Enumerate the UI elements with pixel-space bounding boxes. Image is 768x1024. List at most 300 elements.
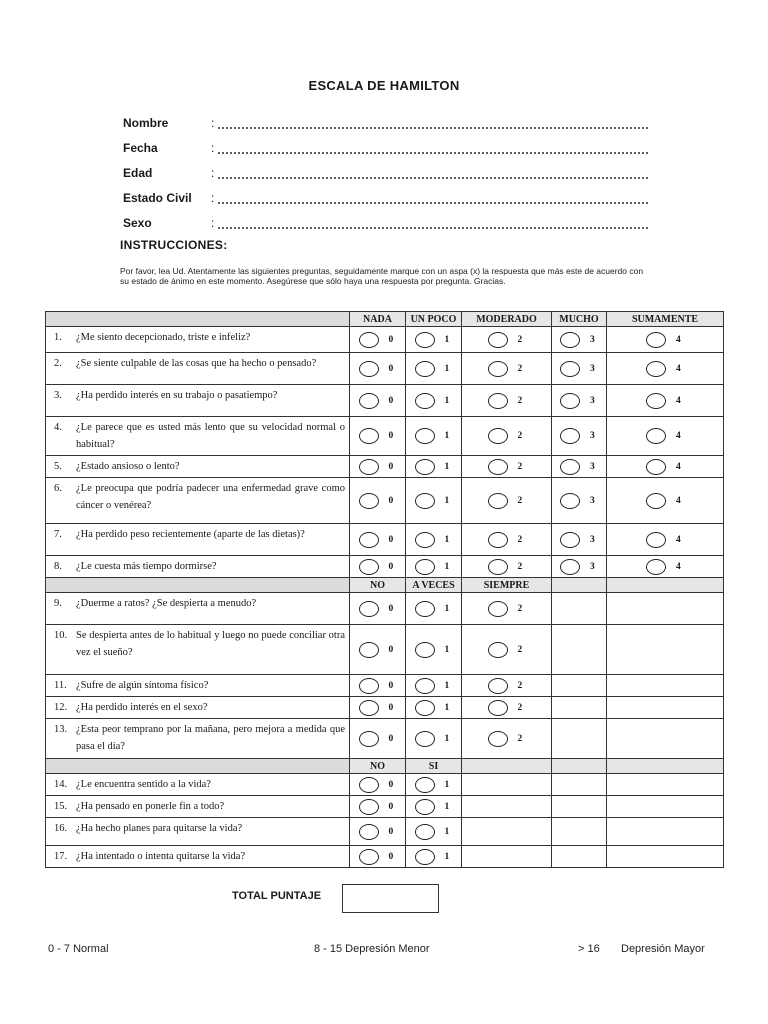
answer-cell[interactable] [350, 774, 406, 796]
answer-cell[interactable] [552, 385, 607, 417]
answer-cell[interactable] [350, 524, 406, 556]
answer-option[interactable] [462, 601, 551, 617]
answer-option[interactable] [462, 393, 551, 409]
answer-cell[interactable] [350, 796, 406, 818]
answer-option[interactable] [406, 361, 461, 377]
header-blank-cell [46, 312, 350, 327]
answer-value: 1 [444, 801, 450, 812]
answer-option[interactable] [607, 532, 723, 548]
answer-option[interactable] [406, 642, 461, 658]
question-text: ¿Duerme a ratos? ¿Se despierta a menudo? [76, 598, 257, 609]
answer-cell[interactable] [406, 593, 462, 625]
answer-value: 2 [517, 702, 523, 713]
answer-value: 1 [444, 561, 450, 572]
answer-circle[interactable] [359, 532, 379, 548]
answer-circle[interactable] [646, 459, 666, 475]
answer-circle[interactable] [560, 393, 580, 409]
question-number: 2. [54, 358, 62, 369]
answer-cell[interactable] [607, 556, 724, 578]
answer-circle[interactable] [359, 824, 379, 840]
answer-circle[interactable] [359, 777, 379, 793]
answer-option[interactable] [406, 493, 461, 509]
answer-cell[interactable] [350, 556, 406, 578]
field-fill-line[interactable] [217, 145, 648, 155]
answer-option[interactable] [462, 731, 551, 747]
answer-option[interactable] [350, 393, 405, 409]
answer-option[interactable] [350, 332, 405, 348]
answer-option[interactable] [350, 731, 405, 747]
answer-circle[interactable] [646, 393, 666, 409]
answer-option[interactable] [350, 601, 405, 617]
answer-circle[interactable] [488, 642, 508, 658]
answer-circle[interactable] [415, 799, 435, 815]
question-row [46, 524, 724, 556]
answer-circle[interactable] [560, 361, 580, 377]
answer-value: 4 [676, 431, 681, 441]
answer-option[interactable] [552, 459, 606, 475]
field-nombre[interactable] [123, 110, 648, 135]
question-text-row [54, 329, 345, 346]
question-text-row [54, 595, 345, 612]
answer-cell[interactable] [462, 697, 552, 719]
answer-option[interactable] [552, 493, 606, 509]
header-cell: SUMAMENTE [607, 312, 724, 327]
question-number: 7. [54, 529, 62, 540]
question-number: 10. [54, 630, 68, 641]
answer-cell[interactable] [350, 327, 406, 353]
answer-circle[interactable] [359, 849, 379, 865]
question-row [46, 625, 724, 675]
answer-cell[interactable] [607, 385, 724, 417]
answer-circle[interactable] [415, 601, 435, 617]
answer-value: 1 [444, 495, 450, 506]
answer-circle[interactable] [646, 428, 666, 444]
answer-circle[interactable] [488, 361, 508, 377]
answer-circle[interactable] [646, 532, 666, 548]
answer-circle[interactable] [359, 700, 379, 716]
answer-option[interactable] [607, 459, 723, 475]
answer-option[interactable] [607, 428, 723, 444]
answer-option[interactable] [350, 532, 405, 548]
answer-value: 1 [444, 680, 450, 691]
answer-cell[interactable] [406, 385, 462, 417]
answer-value: 2 [517, 431, 523, 441]
answer-circle[interactable] [488, 459, 508, 475]
answer-cell[interactable] [462, 556, 552, 578]
answer-circle[interactable] [415, 824, 435, 840]
answer-cell[interactable] [350, 417, 406, 456]
question-text: ¿Le encuentra sentido a la vida? [76, 779, 211, 790]
answer-circle[interactable] [415, 678, 435, 694]
answer-cell[interactable] [552, 524, 607, 556]
answer-circle[interactable] [488, 559, 508, 575]
question-text-row [54, 677, 345, 694]
field-fill-line[interactable] [217, 195, 648, 205]
answer-value: 1 [444, 826, 450, 837]
header-cell [552, 578, 607, 593]
answer-circle[interactable] [359, 731, 379, 747]
question-cell [46, 327, 350, 353]
answer-cell[interactable] [350, 846, 406, 868]
question-row [46, 353, 724, 385]
answer-cell [607, 846, 724, 868]
answer-option[interactable] [462, 428, 551, 444]
answer-circle[interactable] [415, 532, 435, 548]
question-text: ¿Esta peor temprano por la mañana, pero mejora a medida que pasa el día? [76, 724, 345, 752]
answer-option[interactable] [552, 532, 606, 548]
answer-option[interactable] [350, 777, 405, 793]
question-row [46, 593, 724, 625]
question-text: ¿Le parece que es usted más lento que su velocidad normal o habitual? [76, 422, 345, 450]
answer-circle[interactable] [359, 493, 379, 509]
answer-circle[interactable] [415, 700, 435, 716]
field-edad[interactable] [123, 160, 648, 185]
question-row [46, 556, 724, 578]
answer-cell[interactable] [462, 417, 552, 456]
answer-cell[interactable] [462, 524, 552, 556]
header-cell [462, 759, 552, 774]
answer-circle[interactable] [359, 678, 379, 694]
answer-value: 2 [517, 363, 523, 374]
answer-circle[interactable] [415, 642, 435, 658]
answer-circle[interactable] [646, 559, 666, 575]
answer-value: 3 [590, 461, 595, 472]
question-number: 13. [54, 724, 68, 735]
question-cell [46, 846, 350, 868]
answer-option[interactable] [462, 642, 551, 658]
answer-cell[interactable] [406, 417, 462, 456]
answer-cell[interactable] [462, 327, 552, 353]
answer-circle[interactable] [415, 777, 435, 793]
answer-value: 3 [590, 431, 595, 441]
answer-cell[interactable] [462, 675, 552, 697]
answer-cell[interactable] [552, 353, 607, 385]
answer-value: 0 [388, 644, 394, 655]
answer-cell[interactable] [350, 697, 406, 719]
answer-cell[interactable] [406, 796, 462, 818]
answer-cell[interactable] [350, 385, 406, 417]
answer-cell[interactable] [350, 675, 406, 697]
answer-cell[interactable] [406, 846, 462, 868]
answer-circle[interactable] [359, 642, 379, 658]
question-row [46, 719, 724, 759]
field-fill-line[interactable] [217, 120, 648, 130]
answer-option[interactable] [462, 700, 551, 716]
answer-cell[interactable] [350, 719, 406, 759]
answer-cell [607, 719, 724, 759]
answer-cell [552, 774, 607, 796]
answer-value: 1 [444, 603, 450, 614]
answer-option[interactable] [350, 849, 405, 865]
answer-circle[interactable] [560, 532, 580, 548]
field-estado-civil[interactable] [123, 185, 648, 210]
answer-option[interactable] [607, 493, 723, 509]
answer-circle[interactable] [560, 559, 580, 575]
question-text-row [54, 480, 345, 514]
answer-value: 2 [517, 534, 523, 545]
answer-cell[interactable] [350, 818, 406, 846]
answer-cell[interactable] [350, 353, 406, 385]
answer-circle[interactable] [359, 361, 379, 377]
question-text: ¿Se siente culpable de las cosas que ha hecho o pensado? [76, 358, 317, 369]
header-row [46, 312, 724, 327]
answer-circle[interactable] [488, 393, 508, 409]
answer-option[interactable] [350, 459, 405, 475]
answer-circle[interactable] [415, 393, 435, 409]
answer-option[interactable] [406, 824, 461, 840]
answer-option[interactable] [406, 332, 461, 348]
answer-cell[interactable] [350, 593, 406, 625]
answer-option[interactable] [462, 332, 551, 348]
answer-circle[interactable] [359, 332, 379, 348]
answer-circle[interactable] [560, 459, 580, 475]
answer-option[interactable] [462, 559, 551, 575]
answer-cell[interactable] [406, 625, 462, 675]
answer-option[interactable] [406, 532, 461, 548]
header-blank-cell [46, 759, 350, 774]
answer-option[interactable] [406, 459, 461, 475]
answer-cell[interactable] [350, 456, 406, 478]
answer-option[interactable] [406, 428, 461, 444]
answer-option[interactable] [462, 459, 551, 475]
answer-cell[interactable] [607, 353, 724, 385]
answer-circle[interactable] [415, 731, 435, 747]
answer-option[interactable] [607, 361, 723, 377]
answer-circle[interactable] [488, 700, 508, 716]
answer-cell[interactable] [462, 353, 552, 385]
answer-circle[interactable] [415, 559, 435, 575]
answer-cell[interactable] [552, 456, 607, 478]
answer-circle[interactable] [488, 731, 508, 747]
answer-cell[interactable] [406, 774, 462, 796]
answer-cell [462, 846, 552, 868]
answer-value: 0 [388, 702, 394, 713]
answer-value: 0 [388, 826, 394, 837]
answer-option[interactable] [462, 532, 551, 548]
question-number: 8. [54, 561, 62, 572]
answer-option[interactable] [462, 678, 551, 694]
answer-option[interactable] [552, 559, 606, 575]
question-text-row [54, 820, 345, 837]
answer-cell[interactable] [607, 456, 724, 478]
answer-option[interactable] [406, 799, 461, 815]
answer-circle[interactable] [560, 428, 580, 444]
question-text-row [54, 699, 345, 716]
answer-circle[interactable] [646, 332, 666, 348]
answer-option[interactable] [350, 642, 405, 658]
answer-option[interactable] [350, 678, 405, 694]
question-text: ¿Le preocupa que podría padecer una enfermedad grave como cáncer o venérea? [76, 483, 345, 511]
field-label: Sexo [123, 215, 152, 230]
answer-option[interactable] [607, 393, 723, 409]
answer-cell[interactable] [406, 456, 462, 478]
answer-option[interactable] [350, 361, 405, 377]
header-cell [552, 759, 607, 774]
answer-option[interactable] [607, 332, 723, 348]
answer-value: 0 [388, 363, 394, 374]
question-cell [46, 719, 350, 759]
answer-option[interactable] [552, 393, 606, 409]
footer-depresion-mayor-range: > 16 [578, 943, 600, 955]
header-cell: NO [350, 759, 406, 774]
answer-circle[interactable] [488, 678, 508, 694]
footer-depresion-mayor-label: Depresión Mayor [621, 943, 705, 955]
answer-cell[interactable] [406, 719, 462, 759]
answer-option[interactable] [406, 700, 461, 716]
question-number: 12. [54, 702, 68, 713]
answer-cell[interactable] [406, 818, 462, 846]
answer-cell[interactable] [406, 556, 462, 578]
question-row [46, 327, 724, 353]
answer-cell[interactable] [462, 625, 552, 675]
answer-cell[interactable] [406, 353, 462, 385]
answer-value: 3 [590, 395, 595, 406]
answer-cell[interactable] [462, 385, 552, 417]
question-row [46, 846, 724, 868]
answer-circle[interactable] [415, 493, 435, 509]
question-cell [46, 556, 350, 578]
answer-option[interactable] [350, 824, 405, 840]
answer-cell[interactable] [462, 478, 552, 524]
header-cell [607, 759, 724, 774]
answer-circle[interactable] [359, 459, 379, 475]
total-score-box[interactable] [342, 884, 439, 913]
field-colon: : [211, 165, 215, 180]
question-cell [46, 796, 350, 818]
answer-option[interactable] [406, 678, 461, 694]
answer-circle[interactable] [488, 332, 508, 348]
question-text: ¿Ha perdido interés en el sexo? [76, 702, 208, 713]
answer-circle[interactable] [359, 393, 379, 409]
answer-option[interactable] [406, 559, 461, 575]
answer-value: 2 [517, 495, 523, 506]
answer-cell[interactable] [607, 524, 724, 556]
question-row [46, 774, 724, 796]
answer-circle[interactable] [359, 428, 379, 444]
question-text-row [54, 526, 345, 543]
answer-value: 2 [517, 395, 523, 406]
answer-cell [462, 796, 552, 818]
answer-cell[interactable] [607, 327, 724, 353]
answer-cell[interactable] [462, 593, 552, 625]
question-text: ¿Le cuesta más tiempo dormirse? [76, 561, 217, 572]
answer-option[interactable] [350, 799, 405, 815]
answer-circle[interactable] [646, 361, 666, 377]
answer-cell[interactable] [607, 417, 724, 456]
header-cell: UN POCO [406, 312, 462, 327]
field-label: Fecha [123, 140, 158, 155]
answer-circle[interactable] [560, 493, 580, 509]
hamilton-scale-table [45, 311, 724, 868]
answer-value: 1 [444, 534, 450, 545]
answer-option[interactable] [607, 559, 723, 575]
header-cell: NADA [350, 312, 406, 327]
question-number: 6. [54, 483, 62, 494]
question-row [46, 478, 724, 524]
answer-value: 0 [388, 561, 394, 572]
question-cell [46, 675, 350, 697]
question-number: 4. [54, 422, 62, 433]
answer-cell[interactable] [462, 456, 552, 478]
answer-circle[interactable] [560, 332, 580, 348]
field-colon: : [211, 140, 215, 155]
field-fill-line[interactable] [217, 220, 648, 230]
answer-cell [552, 675, 607, 697]
answer-circle[interactable] [359, 559, 379, 575]
answer-circle[interactable] [488, 532, 508, 548]
answer-circle[interactable] [488, 428, 508, 444]
answer-circle[interactable] [359, 799, 379, 815]
question-cell [46, 353, 350, 385]
answer-cell[interactable] [552, 556, 607, 578]
answer-circle[interactable] [415, 459, 435, 475]
answer-cell[interactable] [462, 719, 552, 759]
instructions-text: Por favor, lea Ud. Atentamente las siguientes preguntas, seguidamente marque con un aspa (x) la respuesta que más este de acuerdo con su estado de ánimo en este momento. Asegúrese que sólo haya una respuesta por pregunta. Gracias. [120, 266, 644, 286]
answer-cell[interactable] [406, 675, 462, 697]
answer-value: 2 [517, 733, 523, 744]
answer-option[interactable] [350, 493, 405, 509]
answer-cell [552, 625, 607, 675]
field-sexo[interactable] [123, 210, 648, 235]
answer-circle[interactable] [415, 332, 435, 348]
answer-option[interactable] [350, 428, 405, 444]
answer-circle[interactable] [415, 428, 435, 444]
answer-cell[interactable] [607, 478, 724, 524]
question-cell [46, 385, 350, 417]
answer-value: 4 [676, 334, 681, 345]
answer-option[interactable] [462, 493, 551, 509]
field-fill-line[interactable] [217, 170, 648, 180]
answer-option[interactable] [406, 777, 461, 793]
answer-cell[interactable] [406, 697, 462, 719]
answer-option[interactable] [406, 601, 461, 617]
answer-circle[interactable] [646, 493, 666, 509]
question-cell [46, 524, 350, 556]
answer-cell[interactable] [350, 478, 406, 524]
question-cell [46, 593, 350, 625]
answer-cell[interactable] [350, 625, 406, 675]
answer-option[interactable] [462, 361, 551, 377]
answer-option[interactable] [552, 428, 606, 444]
answer-option[interactable] [350, 700, 405, 716]
answer-option[interactable] [552, 332, 606, 348]
answer-cell[interactable] [552, 478, 607, 524]
answer-cell[interactable] [406, 327, 462, 353]
answer-value: 1 [444, 733, 450, 744]
question-text: ¿Sufre de algún síntoma físico? [76, 680, 209, 691]
answer-cell[interactable] [552, 417, 607, 456]
answer-option[interactable] [552, 361, 606, 377]
answer-cell[interactable] [406, 478, 462, 524]
answer-option[interactable] [350, 559, 405, 575]
question-text: ¿Ha perdido interés en su trabajo o pasatiempo? [76, 390, 278, 401]
answer-circle[interactable] [488, 601, 508, 617]
answer-circle[interactable] [359, 601, 379, 617]
question-cell [46, 478, 350, 524]
answer-value: 4 [676, 534, 681, 545]
answer-option[interactable] [406, 393, 461, 409]
answer-circle[interactable] [415, 849, 435, 865]
answer-cell[interactable] [406, 524, 462, 556]
field-fecha[interactable] [123, 135, 648, 160]
answer-value: 2 [517, 603, 523, 614]
answer-option[interactable] [406, 731, 461, 747]
answer-value: 0 [388, 461, 394, 472]
answer-option[interactable] [406, 849, 461, 865]
answer-circle[interactable] [488, 493, 508, 509]
answer-circle[interactable] [415, 361, 435, 377]
answer-cell[interactable] [552, 327, 607, 353]
